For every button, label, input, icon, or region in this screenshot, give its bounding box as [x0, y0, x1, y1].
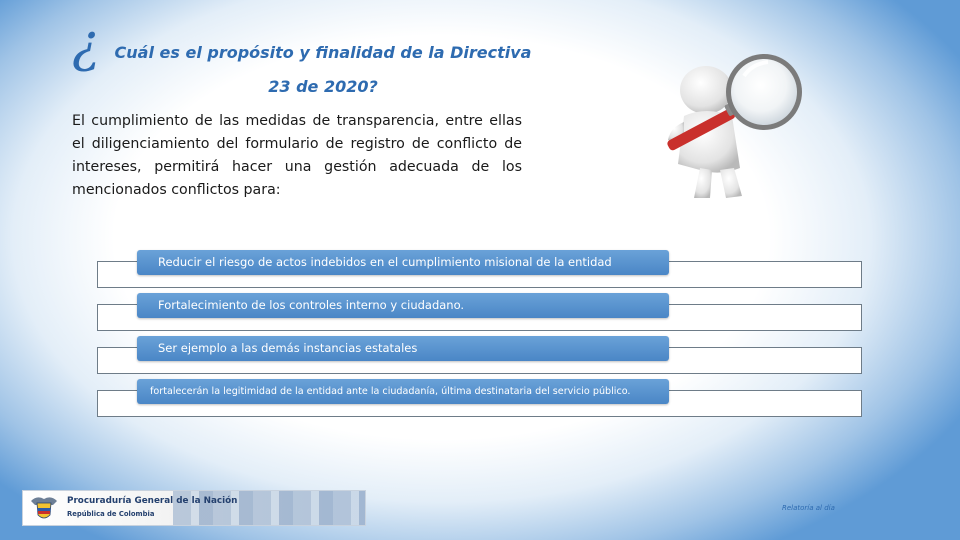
list-item-label: Ser ejemplo a las demás instancias estatales — [137, 336, 669, 361]
coat-of-arms-icon — [29, 493, 59, 523]
slide-title: Cuál es el propósito y finalidad de la Directiva 23 de 2020? — [114, 43, 532, 96]
list-item-label: Reducir el riesgo de actos indebidos en el cumplimiento misional de la entidad — [137, 250, 669, 275]
question-mark-icon: ¿ — [72, 14, 100, 74]
country-name: República de Colombia — [67, 510, 155, 518]
institution-logo — [22, 490, 366, 526]
list-item-label: fortalecerán la legitimidad de la entidad ante la ciudadanía, última destinataria del servicio público. — [137, 379, 669, 404]
magnifying-glass-figure-icon — [640, 40, 810, 200]
footer-note: Relatoría al día — [782, 504, 835, 512]
list-item-label: Fortalecimiento de los controles interno y ciudadano. — [137, 293, 669, 318]
org-name: Procuraduría General de la Nación — [67, 496, 238, 506]
intro-paragraph: El cumplimiento de las medidas de transparencia, entre ellas el diligenciamiento del formulario de registro de conflicto de intereses, permitirá hacer una gestión adecuada de los mencionados conflictos para: — [72, 113, 522, 198]
